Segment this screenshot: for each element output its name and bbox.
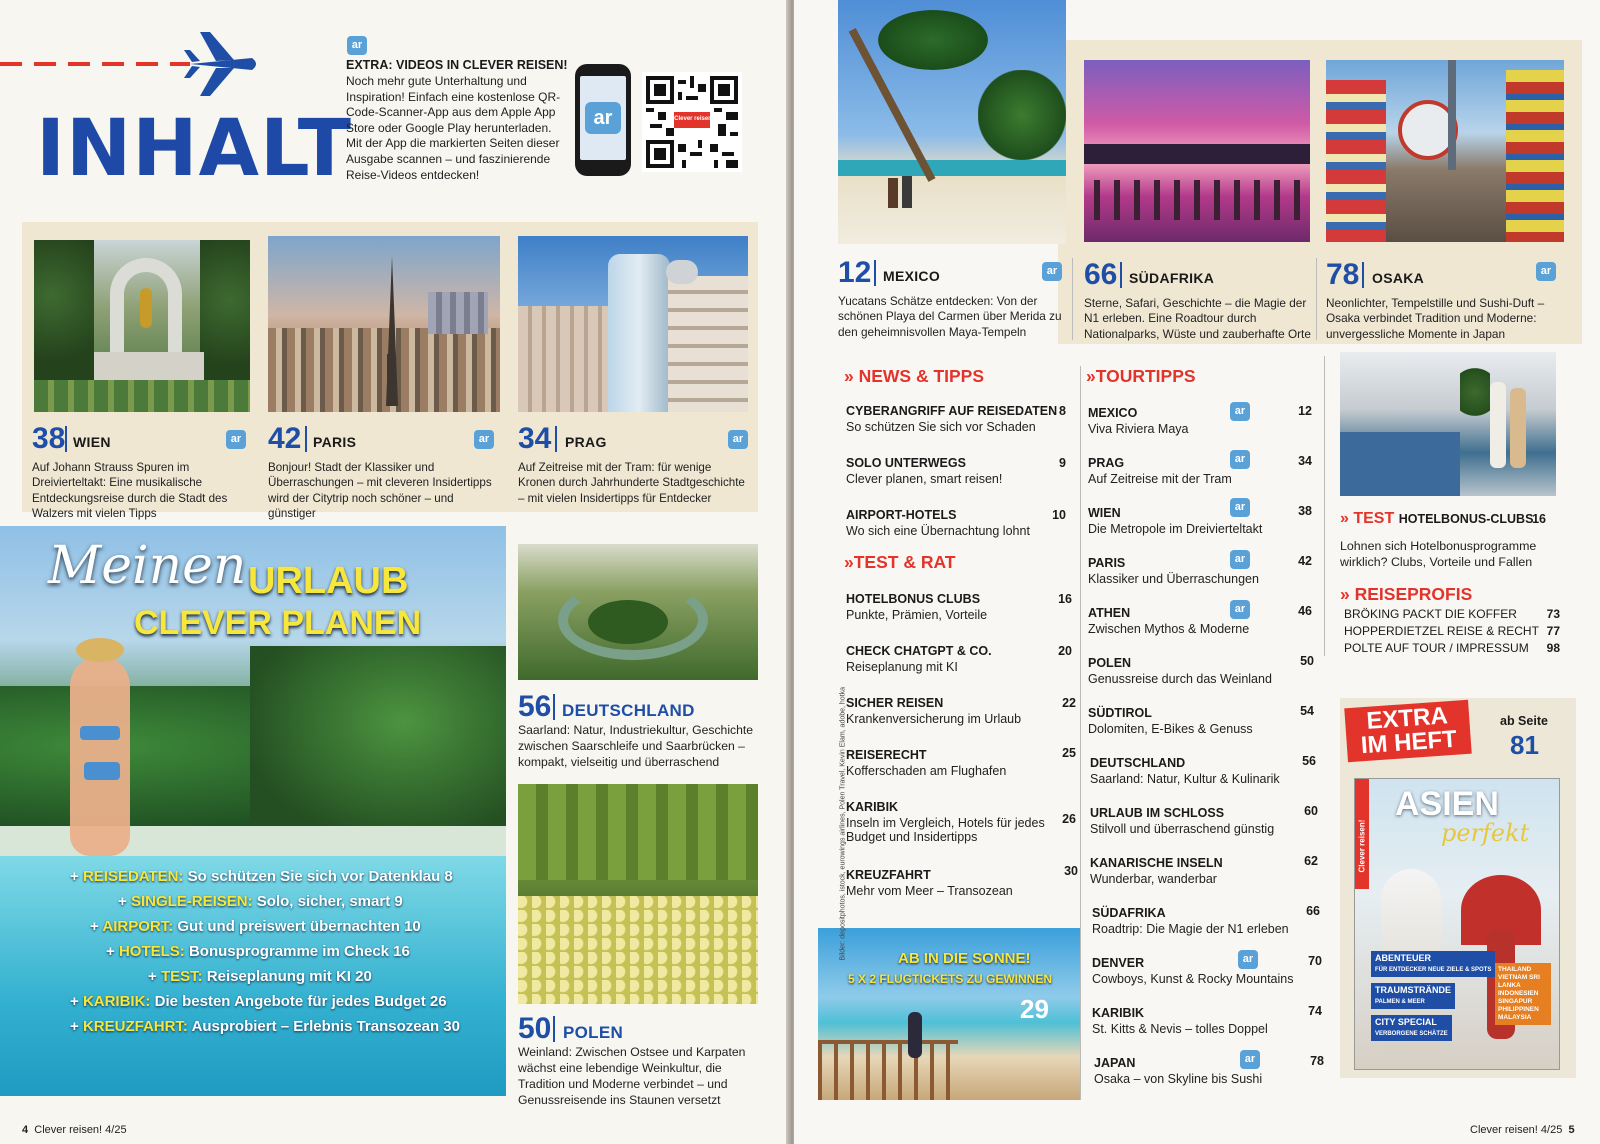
profis-item[interactable]: HOPPERDIETZEL REISE & RECHT 77	[1344, 624, 1560, 638]
article-page-number: 66	[1084, 258, 1118, 291]
promo-line2: 5 X 2 FLUGTICKETS ZU GEWINNEN	[848, 972, 1053, 986]
article-page-number: 56	[518, 690, 552, 723]
toc-page: 74	[1308, 1004, 1322, 1018]
asien-brand: Clever reisen!	[1357, 819, 1367, 873]
asien-tag: TRAUMSTRÄNDE PALMEN & MEER	[1371, 983, 1455, 1009]
toc-item[interactable]: CYBERANGRIFF AUF REISEDATEN So schützen Sie sich vor Schaden	[846, 404, 1058, 434]
toc-item[interactable]: REISERECHT Kofferschaden am Flughafen	[846, 748, 1007, 778]
qr-code[interactable]	[642, 72, 742, 172]
asien-sub: perfekt	[1441, 819, 1530, 847]
article-page-number: 42	[268, 422, 302, 455]
profis-list	[1344, 606, 1560, 657]
ar-badge: ar	[1230, 450, 1250, 469]
toc-item[interactable]: DEUTSCHLAND Saarland: Natur, Kultur & Kulinarik	[1090, 756, 1280, 786]
toc-page: 54	[1300, 704, 1314, 718]
ar-badge: ar	[226, 430, 246, 449]
toc-item[interactable]: MEXICO Viva Riviera Maya	[1088, 406, 1189, 436]
toc-item[interactable]: KREUZFAHRT Mehr vom Meer – Transozean	[846, 868, 1013, 898]
toc-item[interactable]: PRAG Auf Zeitreise mit der Tram	[1088, 456, 1232, 486]
toc-page: 56	[1302, 754, 1316, 768]
article-city: WIEN	[73, 434, 111, 450]
ar-badge: ar	[728, 430, 748, 449]
ar-badge: ar	[347, 36, 367, 55]
extra-heft-page: 81	[1510, 730, 1539, 760]
toc-item[interactable]: SOLO UNTERWEGS Clever planen, smart reisen!	[846, 456, 1003, 486]
cover-bullet: + KREUZFAHRT: Ausprobiert – Erlebnis Transozean 30	[70, 1018, 460, 1035]
article-text: Neonlichter, Tempelstille und Sushi-Duft – Osaka verbindet Tradition und Moderne: unvergessliche Momente in Japan	[1326, 296, 1545, 341]
footer: Clever reisen! 4/25 5	[1470, 1124, 1575, 1136]
article-city: PARIS	[313, 434, 357, 450]
promo-line1: AB IN DIE SONNE!	[898, 950, 1031, 967]
ar-badge: ar	[474, 430, 494, 449]
cover-script: Meinen	[48, 536, 247, 596]
article-text: Weinland: Zwischen Ostsee und Karpaten wächst eine lebendige Weinkultur, die Tradition und Moderne verbindet – und Genussreisende ins Staunen versetzt	[518, 1045, 746, 1107]
right-page	[794, 0, 1600, 1144]
toc-page: 22	[1062, 696, 1076, 710]
article-text: Yucatans Schätze entdecken: Von der schönen Playa del Carmen über Merida zu den geheimnisvollen Maya-Tempeln	[838, 294, 1062, 339]
promo-page: 29	[1020, 994, 1049, 1024]
ar-badge: ar	[1042, 262, 1062, 281]
toc-page: 8	[1059, 404, 1066, 418]
article-text: Bonjour! Stadt der Klassiker und Überraschungen – mit cleveren Insidertipps wird der Citytrip noch schöner – und günstiger	[268, 461, 492, 521]
toc-item[interactable]: AIRPORT-HOTELS Wo sich eine Übernachtung lohnt	[846, 508, 1030, 538]
asien-cover[interactable]	[1354, 778, 1560, 1070]
article-city: SÜDAFRIKA	[1129, 270, 1215, 286]
toc-item[interactable]: URLAUB IM SCHLOSS Stilvoll und überraschend günstig	[1090, 806, 1275, 836]
section-heading-tour: »TOURTIPPS	[1086, 366, 1196, 386]
section-heading-test: »TEST & RAT	[844, 552, 956, 572]
toc-item[interactable]: JAPAN Osaka – von Skyline bis Sushi	[1094, 1056, 1263, 1086]
caption-divider	[555, 426, 557, 452]
toc-page: 20	[1058, 644, 1072, 658]
article-page-number: 50	[518, 1012, 552, 1045]
airplane-icon	[182, 28, 260, 100]
toc-item[interactable]: KARIBIK Inseln im Vergleich, Hotels für jedes Budget und Insidertipps	[846, 800, 1045, 844]
caption-divider	[874, 260, 876, 286]
toc-page: 30	[1064, 864, 1078, 878]
caption-divider	[553, 1016, 555, 1042]
qr-label: Clever reisen!	[674, 116, 714, 122]
cover-bullet: + SINGLE-REISEN: Solo, sicher, smart 9	[118, 893, 403, 910]
hotel-test-text: Lohnen sich Hotelbonusprogramme wirklich? Clubs, Vorteile und Fallen	[1340, 539, 1537, 569]
toc-page: 78	[1310, 1054, 1324, 1068]
toc-item[interactable]: POLEN Genussreise durch das Weinland	[1088, 656, 1272, 686]
column-divider	[1072, 258, 1073, 340]
paris-photo[interactable]	[268, 236, 500, 412]
toc-page: 62	[1304, 854, 1318, 868]
toc-page: 46	[1298, 604, 1312, 618]
caption-divider	[65, 426, 67, 452]
mexico-photo[interactable]	[838, 0, 1066, 244]
phone-ar-label: ar	[585, 102, 621, 134]
toc-page: 38	[1298, 504, 1312, 518]
photo-credits: Bilder: depositphotos, istock, eurowings airlines, Polen Travel, Kevin Elam, adobe, hotka	[839, 686, 847, 961]
deutschland-photo[interactable]	[518, 544, 758, 680]
article-page-number: 38	[32, 422, 66, 455]
ar-badge: ar	[1230, 498, 1250, 517]
hotel-test-heading: » TEST HOTELBONUS-CLUBS	[1340, 510, 1534, 527]
caption-divider	[1362, 262, 1364, 288]
article-page-number: 12	[838, 256, 872, 289]
article-city: MEXICO	[883, 268, 941, 284]
toc-page: 50	[1300, 654, 1314, 668]
toc-item[interactable]: KANARISCHE INSELN Wunderbar, wanderbar	[1090, 856, 1223, 886]
toc-page: 70	[1308, 954, 1322, 968]
toc-page: 26	[1062, 812, 1076, 826]
caption-divider	[1120, 262, 1122, 288]
profis-item[interactable]: BRÖKING PACKT DIE KOFFER 73	[1344, 607, 1560, 621]
ar-badge: ar	[1230, 402, 1250, 421]
toc-item[interactable]: SÜDTIROL Dolomiten, E-Bikes & Genuss	[1088, 706, 1253, 736]
suedafrika-photo[interactable]	[1084, 60, 1310, 242]
article-text: Auf Zeitreise mit der Tram: für wenige Kronen durch Jahrhunderte Stadtgeschichte – mit vielen Insidertipps für Entdecker	[518, 461, 745, 505]
ar-badge: ar	[1240, 1050, 1260, 1069]
cover-bullet: + TEST: Reiseplanung mit KI 20	[148, 968, 372, 985]
asien-title: ASIEN	[1395, 785, 1499, 823]
footer: 4 Clever reisen! 4/25	[22, 1124, 127, 1136]
cover-bullets	[70, 868, 500, 1043]
toc-item[interactable]: SICHER REISEN Krankenversicherung im Urlaub	[846, 696, 1022, 726]
toc-page: 16	[1058, 592, 1072, 606]
hotel-photo[interactable]	[1340, 352, 1556, 496]
extra-heft-ab: ab Seite	[1500, 714, 1548, 728]
cover-line1: URLAUB	[248, 560, 409, 602]
article-city: POLEN	[563, 1023, 624, 1042]
prag-photo[interactable]	[518, 236, 748, 412]
asien-tag: ABENTEUER FÜR ENTDECKER NEUE ZIELE & SPOTS	[1371, 951, 1495, 977]
ar-badge: ar	[1230, 600, 1250, 619]
extra-heft-label: EXTRA IM HEFT	[1344, 700, 1471, 763]
section-heading-profis: » REISEPROFIS	[1340, 584, 1473, 604]
flight-path	[0, 62, 190, 66]
toc-item[interactable]: HOTELBONUS CLUBS Punkte, Prämien, Vorteile	[846, 592, 988, 622]
article-city: OSAKA	[1372, 270, 1425, 286]
toc-page: 10	[1052, 508, 1066, 522]
caption-divider	[305, 426, 307, 452]
cover-line2: CLEVER PLANEN	[134, 604, 422, 642]
toc-item[interactable]: DENVER Cowboys, Kunst & Rocky Mountains	[1092, 956, 1294, 986]
article-city: PRAG	[565, 434, 607, 450]
toc-item[interactable]: KARIBIK St. Kitts & Nevis – tolles Doppel	[1092, 1006, 1268, 1036]
toc-page: 12	[1298, 404, 1312, 418]
smartphone-icon	[575, 64, 631, 176]
toc-page: 60	[1304, 804, 1318, 818]
polen-photo[interactable]	[518, 784, 758, 1004]
asien-tag: CITY SPECIAL VERBORGENE SCHÄTZE	[1371, 1015, 1452, 1041]
column-divider	[1080, 366, 1081, 1100]
extra-heading: EXTRA: VIDEOS IN CLEVER REISEN!	[346, 58, 568, 72]
asien-countries: THAILAND VIETNAM SRI LANKA INDONESIEN SINGAPUR PHILIPPINEN MALAYSIA	[1495, 963, 1551, 1025]
wien-photo[interactable]	[34, 240, 250, 412]
article-text: Sterne, Safari, Geschichte – die Magie der N1 erleben. Eine Roadtour durch Nationalparks, Wüste und zauberhafte Orte	[1084, 296, 1311, 341]
ar-badge: ar	[1536, 262, 1556, 281]
ar-badge: ar	[1230, 550, 1250, 569]
profis-item[interactable]: POLTE AUF TOUR / IMPRESSUM 98	[1344, 641, 1560, 655]
article-text: Auf Johann Strauss Spuren im Dreivierteltakt: Eine musikalische Entdeckungsreise durch die Stadt des Walzers mit vielen Tipps	[32, 461, 228, 521]
cover-bullet: + REISEDATEN: So schützen Sie sich vor Datenklau 8	[70, 868, 453, 885]
caption-divider	[553, 694, 555, 720]
cover-bullet: + AIRPORT: Gut und preiswert übernachten 10	[90, 918, 421, 935]
osaka-photo[interactable]	[1326, 60, 1564, 242]
column-divider	[1316, 258, 1317, 340]
toc-item[interactable]: PARIS Klassiker und Überraschungen	[1088, 556, 1259, 586]
toc-page: 42	[1298, 554, 1312, 568]
article-city: DEUTSCHLAND	[562, 701, 695, 720]
toc-item[interactable]: SÜDAFRIKA Roadtrip: Die Magie der N1 erleben	[1092, 906, 1289, 936]
toc-item[interactable]: WIEN Die Metropole im Dreivierteltakt	[1088, 506, 1263, 536]
left-page	[0, 0, 790, 1144]
article-page-number: 78	[1326, 258, 1360, 291]
toc-item[interactable]: CHECK CHATGPT & CO. Reiseplanung mit KI	[846, 644, 992, 674]
extra-body: Noch mehr gute Unterhaltung und Inspiration! Einfach eine kostenlose QR-Code-Scanner-App aus dem Apple App Store oder Google Play herunterladen. Mit der App die markierten Seiten dieser Ausgabe scannen – und faszinierende Reise-Videos entdecken!	[346, 74, 561, 182]
ar-badge: ar	[1238, 950, 1258, 969]
toc-page: 9	[1059, 456, 1066, 470]
toc-item[interactable]: ATHEN Zwischen Mythos & Moderne	[1088, 606, 1250, 636]
toc-page: 66	[1306, 904, 1320, 918]
article-page-number: 34	[518, 422, 552, 455]
article-text: Saarland: Natur, Industriekultur, Geschichte zwischen Saarschleife und Saarbrücken – kompakt, vielseitig und überraschend	[518, 723, 754, 769]
cover-bullet: + KARIBIK: Die besten Angebote für jedes Budget 26	[70, 993, 447, 1010]
toc-page: 16	[1532, 512, 1546, 526]
toc-page: 34	[1298, 454, 1312, 468]
page-title: INHALT	[36, 104, 352, 194]
section-heading-news: » NEWS & TIPPS	[844, 366, 985, 386]
column-divider	[1324, 356, 1325, 656]
cover-bullet: + HOTELS: Bonusprogramme im Check 16	[106, 943, 410, 960]
toc-page: 25	[1062, 746, 1076, 760]
